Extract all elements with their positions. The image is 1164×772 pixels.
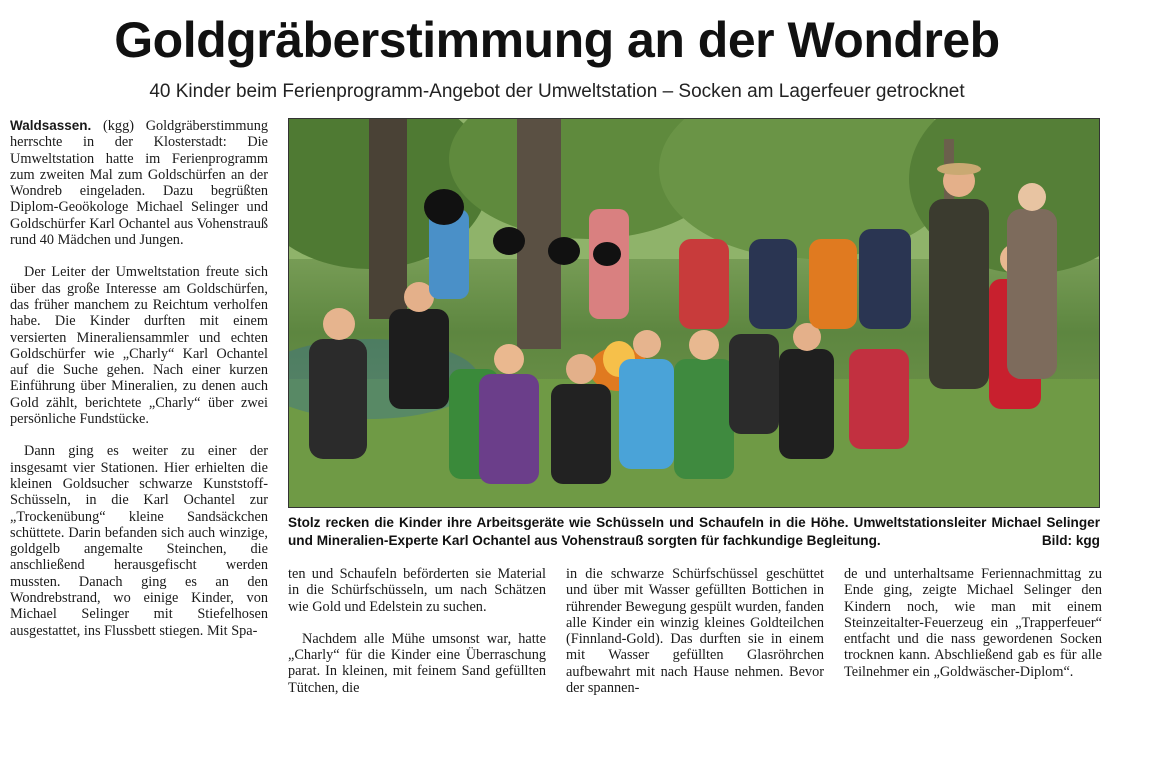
photo-caption <box>288 514 1100 550</box>
paragraph: ten und Schaufeln beförderten sie Material in die Schürfschüsseln, um nach Schätzen wie Gold und Edelstein zu suchen. <box>288 566 546 615</box>
article-column-4 <box>844 566 1102 680</box>
article-column-1 <box>10 118 268 639</box>
article-column-2 <box>288 566 546 696</box>
article-column-3 <box>566 566 824 696</box>
paragraph: Der Leiter der Umweltstation freute sich über das große Interesse am Goldschürfen, das früher manchem zu Reichtum verholfen habe. Die Kinder durften mit einem versierten Mineraliensammler und echten Goldschürfer wie „Charly“ Karl Ochantel auf die Suche gehen. Nach einer kurzen Einführung über Mineralien, zu denen auch Gold zählt, berichtete „Charly“ über zwei persönliche Fundstücke. <box>10 264 268 428</box>
paragraph: Dann ging es weiter zu einer der insgesamt vier Stationen. Hier erhielten die kleinen Goldsucher schwarze Kunststoff-Schüsseln, in die Karl Ochantel zur „Trockenübung“ kleine Sandsäckchen schüttete. Darin befanden sich auch winzige, goldgelb angemalte Steinchen, die anschließend herausgefischt werden mussten. Danach ging es an den Wondrebstrand, wo einige Kinder, von Michael Selinger mit Stiefelhosen ausgestattet, ins Flussbett stiegen. Mit Spa- <box>10 443 268 639</box>
paragraph: Nachdem alle Mühe umsonst war, hatte „Charly“ für die Kinder eine Überraschung parat. In kleinen, mit feinem Sand gefüllten Tütchen, die <box>288 630 546 696</box>
photo-credit: Bild: kgg <box>1041 533 1100 548</box>
subheadline: 40 Kinder beim Ferienprogramm-Angebot der Umweltstation – Socken am Lagerfeuer getrocknet <box>149 81 965 102</box>
lead-text: (kgg) Goldgräberstimmung herrschte in der Klosterstadt: Die Umweltstation hatte im Ferienprogramm zum zweiten Mal zum Goldschürfen an der Wondreb eingeladen. Dazu begrüßten Diplom-Geoökologe Michael Selinger und Goldschürfer Karl Ochantel aus Vohenstrauß rund 40 Mädchen und Jungen. <box>10 118 268 249</box>
lead-paragraph <box>10 118 268 248</box>
caption-text: Stolz recken die Kinder ihre Arbeitsgeräte wie Schüsseln und Schaufeln in die Höhe. Umweltstationsleiter Michael Selinger und Mineralien-Experte Karl Ochantel aus Vohenstrauß sorgten für fachkundige Begleitung. <box>288 515 1100 548</box>
headline: Goldgräberstimmung an der Wondreb <box>114 12 1000 68</box>
photo-illustration <box>289 119 1100 508</box>
paragraph: in die schwarze Schürfschüssel geschüttet und über mit Wasser gefüllten Bottichen in rührender Bewegung gespült wurden, fanden alle Kinder ein winzig kleines Goldteilchen (Finnland-Gold). Das durften sie in einem mit Wasser gefüllten Glasröhrchen aufbewahrt mit nach Hause nehmen. Bevor der spannen- <box>566 566 824 697</box>
dateline: Waldsassen. <box>10 118 92 133</box>
paragraph: de und unterhaltsame Feriennachmittag zu Ende ging, zeigte Michael Selinger den Kindern noch, wie man mit einem Steinzeitalter-Feuerzeug ein „Trapperfeuer“ entfacht und die nass gewordenen Socken trocknen kann. Abschließend gab es für alle Teilnehmer ein „Goldwäscher-Diplom“. <box>844 566 1102 680</box>
group-photo <box>288 118 1100 508</box>
